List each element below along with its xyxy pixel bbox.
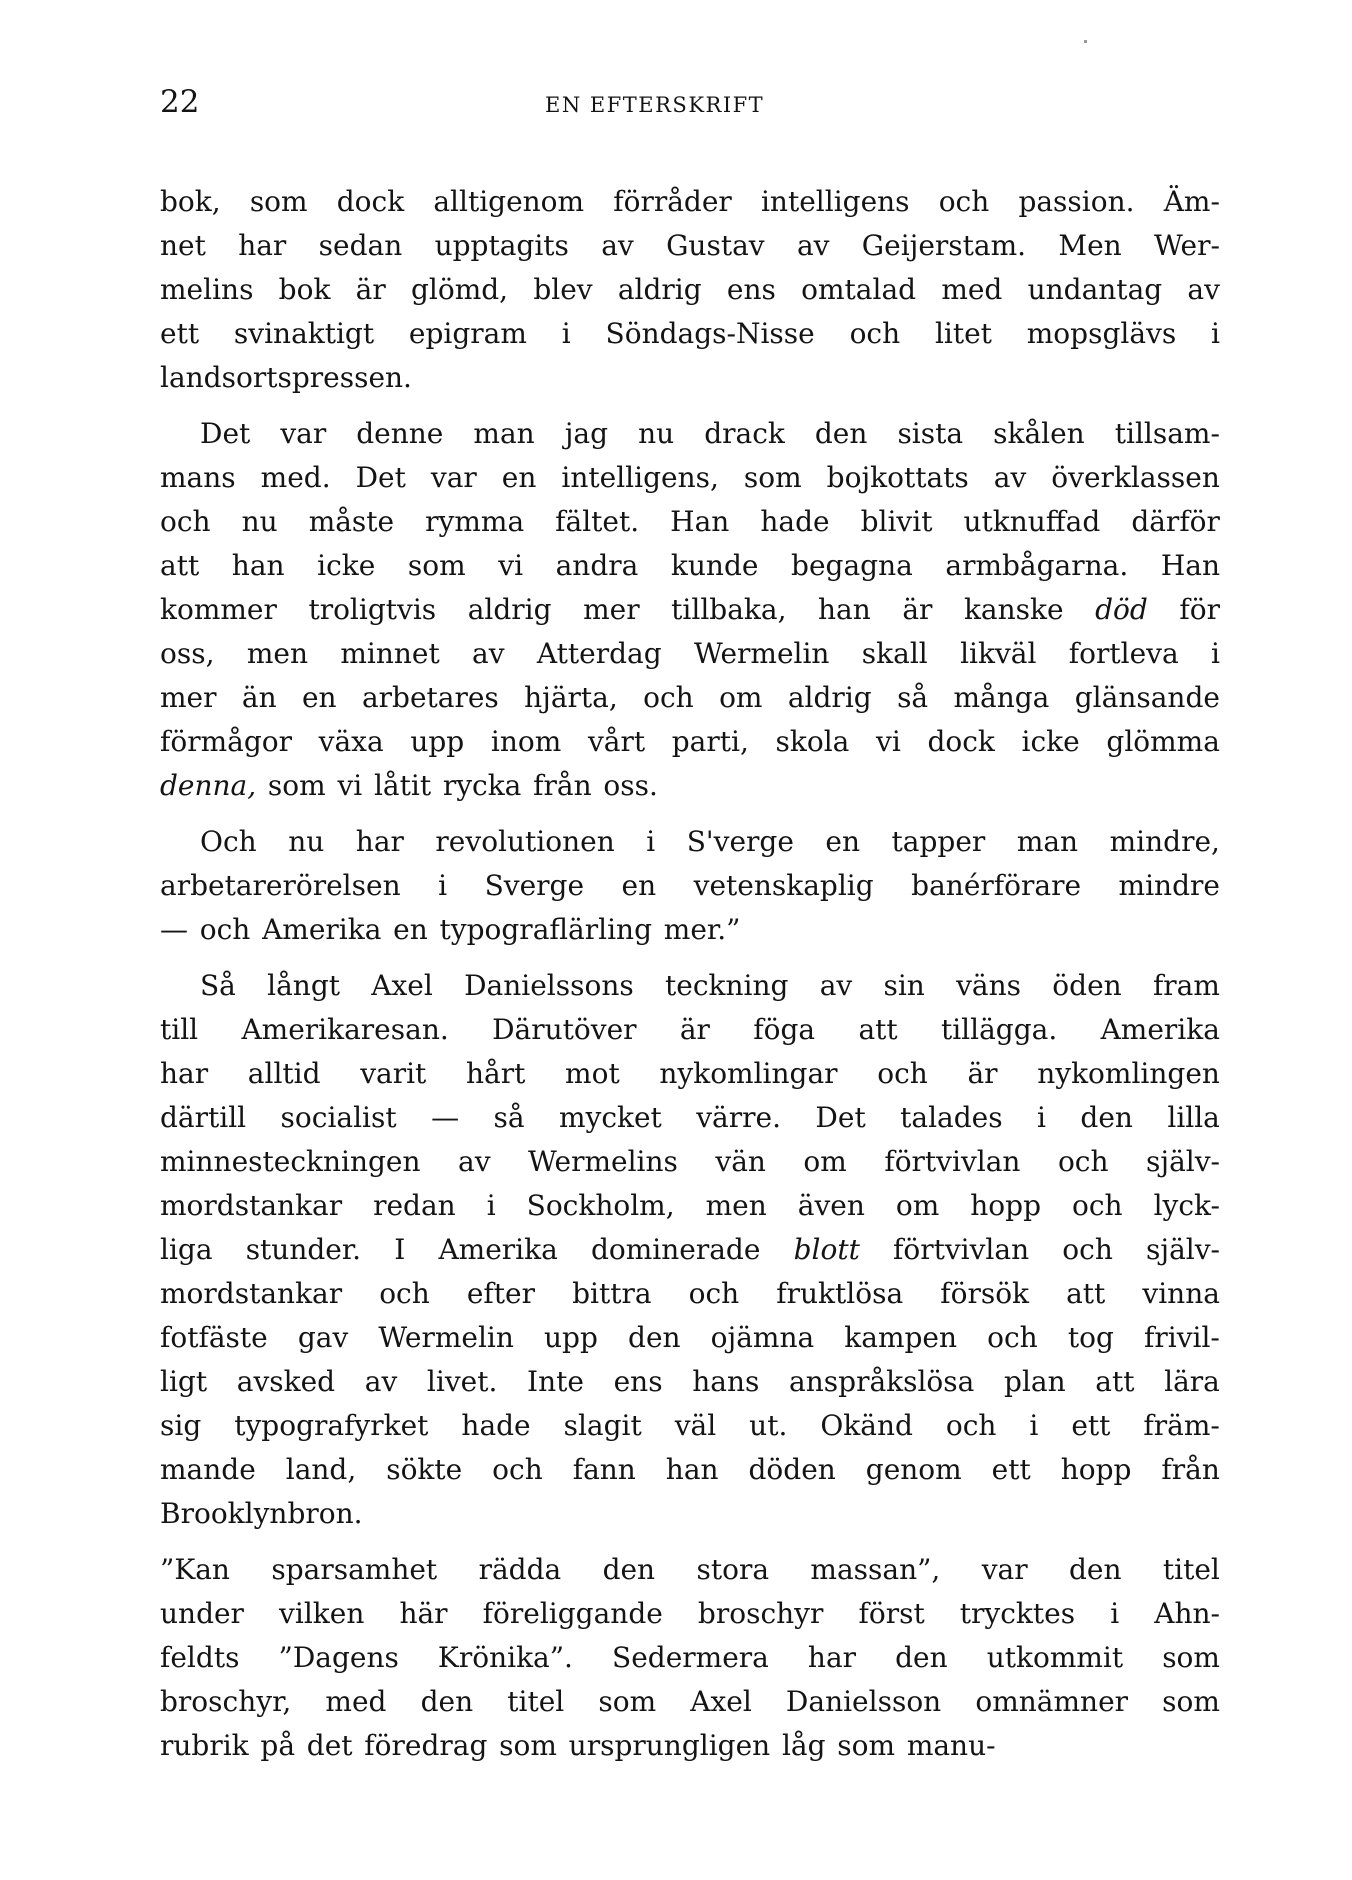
text-line: oss, men minnet av Atterdag Wermelin skall likväl fortleva i — [160, 637, 1220, 670]
text-line: och nu måste rymma fältet. Han hade blivit utknuffad därför — [160, 505, 1220, 538]
text-line: mordstankar och efter bittra och fruktlösa försök att vinna — [160, 1277, 1220, 1310]
text-line: net har sedan upptagits av Gustav av Geijerstam. Men Wer- — [160, 229, 1220, 262]
running-head: EN EFTERSKRIFT — [545, 93, 765, 117]
text-line: melins bok är glömd, blev aldrig ens omtalad med undantag av — [160, 273, 1220, 306]
text-line: mer än en arbetares hjärta, och om aldrig så många glänsande — [160, 681, 1220, 714]
text-line: minnesteckningen av Wermelins vän om förtvivlan och själv- — [160, 1145, 1220, 1178]
paragraph — [160, 412, 1220, 808]
text-line: därtill socialist — så mycket värre. Det talades i den lilla — [160, 1101, 1220, 1134]
text-line: har alltid varit hårt mot nykomlingar och är nykomlingen — [160, 1057, 1220, 1090]
text-line: sig typografyrket hade slagit väl ut. Okänd och i ett främ- — [160, 1409, 1220, 1442]
text-line: arbetarerörelsen i Sverge en vetenskaplig banérförare mindre — [160, 869, 1220, 902]
text-line: ligt avsked av livet. Inte ens hans anspråkslösa plan att lära — [160, 1365, 1220, 1398]
page-header — [160, 82, 1220, 132]
text-line: ”Kan sparsamhet rädda den stora massan”, var den titel — [160, 1553, 1220, 1586]
text-line: fotfäste gav Wermelin upp den ojämna kampen och tog frivil- — [160, 1321, 1220, 1354]
text-line: Så långt Axel Danielssons teckning av sin väns öden fram — [200, 969, 1220, 1002]
text-line: Brooklynbron. — [160, 1497, 363, 1530]
text-line: till Amerikaresan. Därutöver är föga att tillägga. Amerika — [160, 1013, 1220, 1046]
paragraph — [160, 964, 1220, 1536]
body-text — [160, 180, 1220, 1780]
paragraph — [160, 180, 1220, 400]
text-line: under vilken här föreliggande broschyr först trycktes i Ahn- — [160, 1597, 1220, 1630]
paragraph — [160, 1548, 1220, 1768]
text-line: rubrik på det föredrag som ursprungligen låg som manu- — [160, 1729, 996, 1762]
text-line: broschyr, med den titel som Axel Danielsson omnämner som — [160, 1685, 1220, 1718]
text-line: mans med. Det var en intelligens, som bojkottats av överklassen — [160, 461, 1220, 494]
text-line: landsortspressen. — [160, 361, 412, 394]
text-line: bok, som dock alltigenom förråder intelligens och passion. Äm- — [160, 185, 1220, 218]
text-line: ett svinaktigt epigram i Söndags-Nisse och litet mopsglävs i — [160, 317, 1220, 350]
text-line: Och nu har revolutionen i S'verge en tapper man mindre, — [200, 825, 1220, 858]
page-number: 22 — [160, 84, 200, 120]
text-line: Det var denne man jag nu drack den sista skålen tillsam- — [200, 417, 1220, 450]
text-line: mordstankar redan i Sockholm, men även om hopp och lyck- — [160, 1189, 1220, 1222]
text-line: mande land, sökte och fann han döden genom ett hopp från — [160, 1453, 1220, 1486]
text-line: feldts ”Dagens Krönika”. Sedermera har den utkommit som — [160, 1641, 1220, 1674]
text-line: liga stunder. I Amerika dominerade blott förtvivlan och själv- — [160, 1233, 1220, 1266]
text-line: att han icke som vi andra kunde begagna armbågarna. Han — [160, 549, 1220, 582]
text-line: kommer troligtvis aldrig mer tillbaka, han är kanske död för — [160, 593, 1220, 626]
text-line: — och Amerika en typograflärling mer.” — [160, 913, 741, 946]
text-line: denna, som vi låtit rycka från oss. — [160, 769, 658, 802]
print-speck — [1084, 40, 1087, 43]
text-line: förmågor växa upp inom vårt parti, skola vi dock icke glömma — [160, 725, 1220, 758]
paragraph — [160, 820, 1220, 952]
